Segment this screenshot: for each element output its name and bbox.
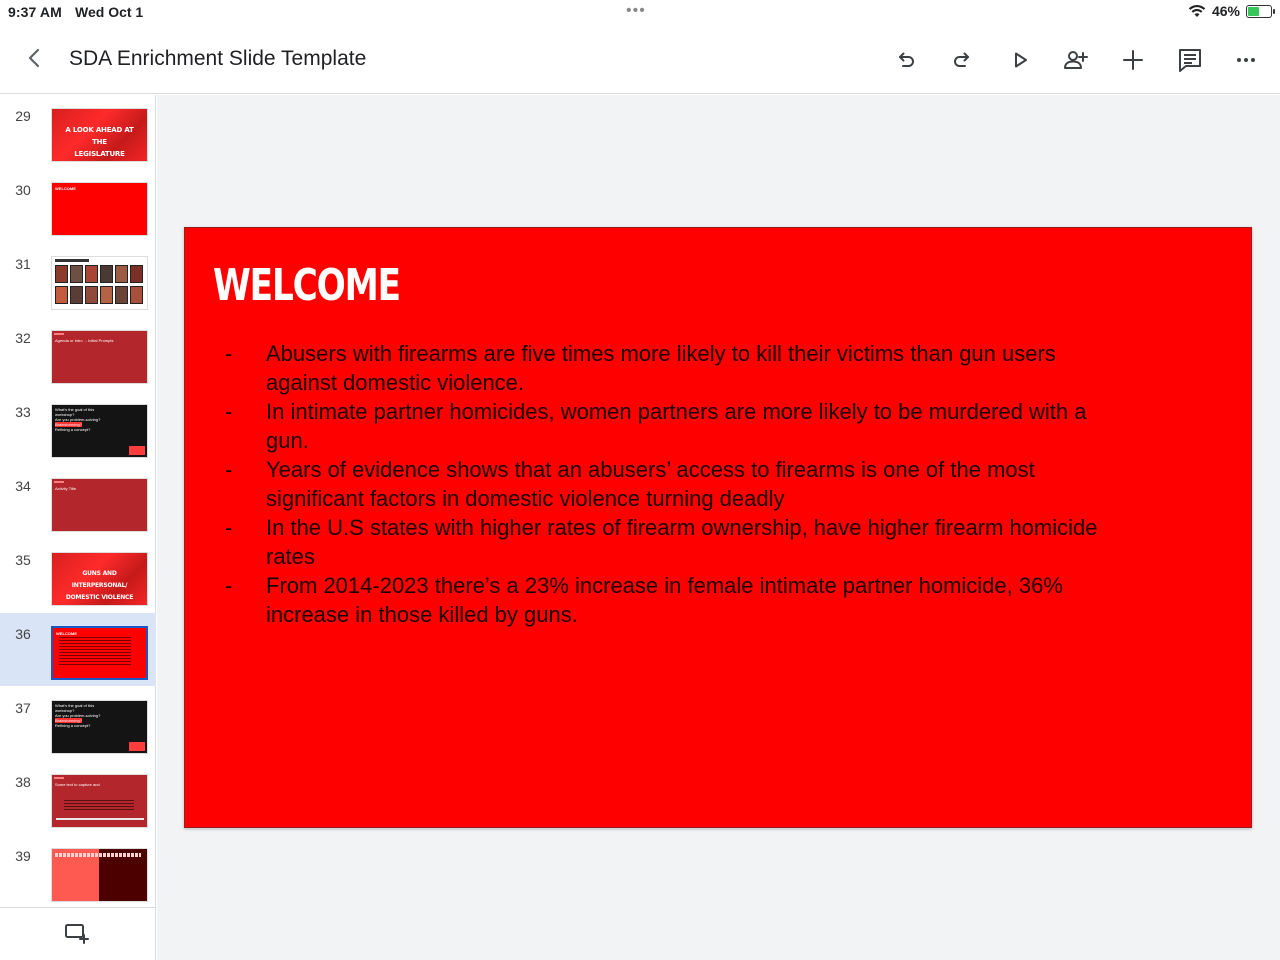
slide-thumbnail[interactable] [51,330,148,384]
slide-number: 36 [15,626,31,642]
slide-thumbnail[interactable] [51,182,148,236]
thumbnail-title [60,124,139,160]
thumbnail-text-lines [55,853,141,857]
slide-thumbnail-row[interactable] [0,243,156,316]
thumbnail-title-line: GUNS AND INTERPERSONAL/ [71,570,128,589]
thumbnail-title-line: LEGISLATURE [74,150,125,158]
slide-thumbnail-row[interactable] [0,835,156,908]
slide-thumbnail-row[interactable] [0,539,156,612]
back-arrow-icon [27,48,41,68]
more-options-button[interactable] [1230,44,1262,76]
slide-number: 34 [15,478,31,494]
slide-number: 35 [15,552,31,568]
thumbnail-line: Are you problem-solving? [55,713,101,718]
slide-thumbnail[interactable] [51,700,148,754]
bullet-item: - From 2014-2023 there’s a 23% increase in female intimate partner homicide, 36% increase in those killed by guns. [225,571,1125,629]
bullet-item: - In the U.S states with higher rates of firearm ownership, have higher firearm homicide rates [225,513,1125,571]
status-bar [0,0,1280,24]
thumbnail-line: What's the goal of this [55,407,95,412]
bullet-item: - Abusers with firearms are five times more likely to kill their victims than gun users against domestic violence. [225,339,1125,397]
undo-icon [894,48,918,72]
thumbnail-accent [54,777,64,779]
slide-filmstrip [0,95,156,960]
share-icon [1062,48,1090,72]
battery-level [1248,7,1259,16]
slide-thumbnail[interactable] [51,404,148,458]
thumbnail-line: Refining a concept? [55,723,91,728]
battery-icon [1246,5,1272,18]
slide-title[interactable]: WELCOME [213,260,400,311]
slide-number: 39 [15,848,31,864]
comments-button[interactable] [1174,44,1206,76]
status-right [1188,3,1272,19]
thumbnail-accent [54,333,64,335]
thumbnail-line: What's the goal of this [55,703,95,708]
thumbnail-line: Brainstorming? [55,718,82,723]
slide-number: 37 [15,700,31,716]
thumbnail-label: Agenda or Intro ... Initial Prompts [55,338,114,343]
slide-thumbnail[interactable] [51,848,148,902]
current-slide[interactable] [184,227,1252,828]
undo-button[interactable] [890,44,922,76]
thumbnail-line: Brainstorming? [55,422,82,427]
comment-icon [1177,47,1203,73]
slide-thumbnail[interactable] [51,256,148,310]
status-date: Wed Oct 1 [75,4,144,20]
slide-thumbnail-row[interactable] [0,465,156,538]
thumbnail-text [55,407,100,432]
play-icon [1008,48,1032,72]
thumbnail-label: Activity Title [55,486,77,491]
insert-button[interactable] [1117,44,1149,76]
slide-thumbnail[interactable] [51,626,148,680]
thumbnail-photo-grid [55,265,145,309]
slide-thumbnail-row[interactable] [0,687,156,760]
slide-thumbnail-row-selected[interactable] [0,613,156,686]
slide-thumbnail-row[interactable] [0,317,156,390]
present-button[interactable] [1004,44,1036,76]
new-slide-icon [64,922,90,944]
back-button[interactable] [20,44,48,72]
thumbnail-line: Refining a concept? [55,427,91,432]
thumbnail-label: Some text to capture and [55,782,100,787]
redo-icon [950,48,974,72]
add-icon [1121,48,1145,72]
slide-thumbnail-row[interactable] [0,391,156,464]
app-toolbar [0,24,1280,94]
filmstrip-divider [0,907,156,908]
thumbnail-label: WELCOME [55,186,76,191]
thumbnail-text-lines [59,637,131,667]
more-icon [1234,48,1258,72]
slide-number: 38 [15,774,31,790]
thumbnail-header-bar [55,259,89,262]
slide-thumbnail-row[interactable] [0,169,156,242]
thumbnail-sticker [129,742,145,751]
slide-thumbnail[interactable] [51,108,148,162]
thumbnail-text-lines [64,800,134,810]
thumbnail-accent [54,481,64,483]
slide-bullet-list[interactable] [225,339,1125,629]
slide-thumbnail[interactable] [51,552,148,606]
thumbnail-title [56,568,143,604]
battery-percent: 46% [1211,3,1240,19]
slide-number: 29 [15,108,31,124]
slide-thumbnail[interactable] [51,478,148,532]
new-slide-button[interactable] [64,922,92,946]
thumbnail-line: workshop? [55,708,75,713]
slide-canvas [157,95,1280,960]
document-title[interactable]: SDA Enrichment Slide Template [69,47,367,70]
slide-thumbnail[interactable] [51,774,148,828]
wifi-icon [1188,4,1206,18]
share-button[interactable] [1060,44,1092,76]
bullet-item: - In intimate partner homicides, women partners are more likely to be murdered with a gun. [225,397,1125,455]
thumbnail-line: Are you problem-solving? [55,417,101,422]
thumbnail-bar [56,818,144,820]
slide-thumbnail-row[interactable] [0,761,156,834]
status-time: 9:37 AM [8,4,62,20]
thumbnail-title-line: DOMESTIC VIOLENCE [65,594,134,601]
thumbnail-title-line: A LOOK AHEAD AT THE [65,126,134,146]
slide-number: 32 [15,330,31,346]
thumbnail-sticker [129,446,145,455]
slide-number: 31 [15,256,31,272]
slide-number: 33 [15,404,31,420]
slide-thumbnail-row[interactable] [0,95,156,168]
slide-number: 30 [15,182,31,198]
multitasking-dots-icon[interactable]: ••• [626,2,646,19]
redo-button[interactable] [946,44,978,76]
thumbnail-text [55,703,100,728]
thumbnail-line: workshop? [55,412,75,417]
bullet-item: - Years of evidence shows that an abusers’ access to firearms is one of the most significant factors in domestic violence turning deadly [225,455,1125,513]
thumbnail-label: WELCOME [56,631,77,636]
